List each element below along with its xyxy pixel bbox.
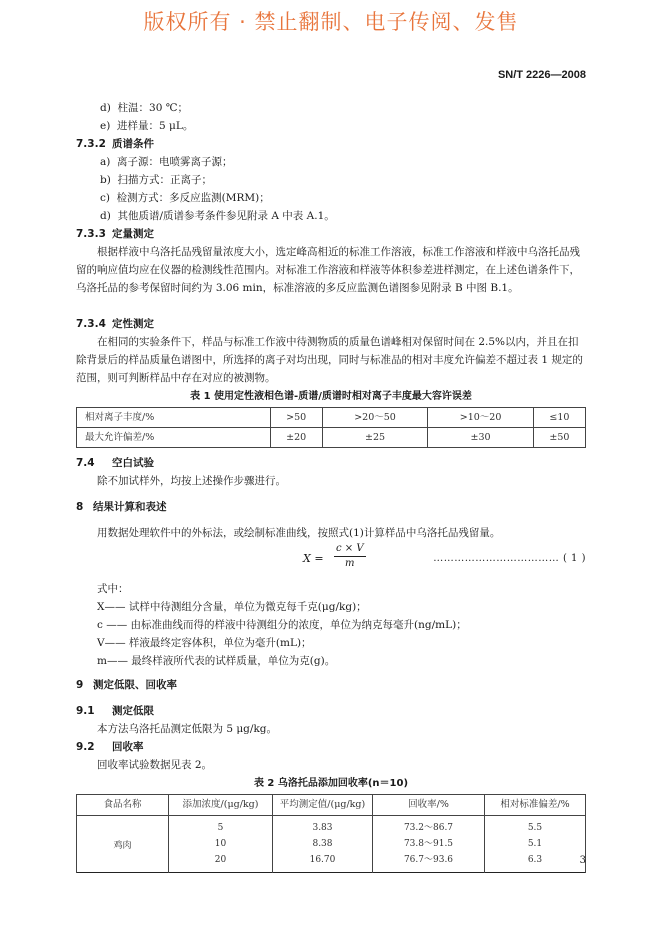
paragraph-quantitative: 根据样液中乌洛托品残留量浓度大小，选定峰高相近的标准工作溶液，标准工作溶液和样液中乌洛托品残留的响应值均应在仪器的检测线性范围内。对标准工作溶液和样液等体积参差进样测定，在上述色谱条件下，乌洛托品的参考保留时间约为 3.06 min，标准溶液的多反应监测色谱图参见附录 B 中图 B.1。 [76,246,580,294]
variable-definition: c —— 由标准曲线而得的样液中待测组分的浓度，单位为纳克每毫升(ng/mL)； [97,619,467,631]
standard-number: SN/T 2226—2008 [497,69,586,81]
section-heading-7-4: 7.4 空白试验 [76,457,154,469]
table-cell: ±25 [322,428,428,448]
section-heading-9-2: 9.2 回收率 [76,741,144,753]
table-cell: 76.7～93.6 [373,852,485,873]
formula-1 [76,542,586,576]
paragraph-blank-test: 除不加试样外，均按上述操作步骤进行。 [97,475,286,487]
table-row [77,816,586,837]
paragraph-calculation: 用数据处理软件中的外标法，或绘制标准曲线，按照式(1)计算样品中乌洛托品残留量。 [97,527,501,539]
table-cell-food: 鸡肉 [77,816,169,873]
variable-definition: m—— 最终样液所代表的试样质量，单位为克(g)。 [97,655,336,667]
document-body [76,99,586,873]
section-heading-7-3-3: 7.3.3 定量测定 [76,228,154,240]
table-header-row [77,795,586,816]
table-row [77,428,586,448]
table-header-cell: 回收率/% [373,795,485,816]
table-cell: 5.1 [485,836,586,852]
table-cell: 10 [169,836,273,852]
table-cell: 最大允许偏差/% [77,428,271,448]
table-cell: ≤10 [533,408,585,428]
table-cell: 16.70 [273,852,373,873]
formula-denominator: m [345,558,355,569]
table-cell: 5 [169,816,273,837]
table-cell: 5.5 [485,816,586,837]
table-cell: 8.38 [273,836,373,852]
section-heading-7-3-4: 7.3.4 定性测定 [76,318,154,330]
table-cell: 相对离子丰度/% [77,408,271,428]
page-number: 3 [579,855,586,866]
table-cell: >50 [270,408,322,428]
table-cell: ±20 [270,428,322,448]
list-item: b) 扫描方式：正离子； [100,174,213,186]
list-item: d) 柱温：30 ℃； [100,102,188,114]
list-item: c) 检测方式：多反应监测(MRM)； [100,192,270,204]
table-header-cell: 添加浓度/(μg/kg) [169,795,273,816]
table-header-cell: 相对标准偏差/% [485,795,586,816]
table-header-cell: 食品名称 [77,795,169,816]
table-cell: 6.3 [485,852,586,873]
list-item: a) 离子源：电喷雾离子源； [100,156,233,168]
table-cell: ±30 [428,428,534,448]
table-cell: 20 [169,852,273,873]
section-heading-8: 8 结果计算和表述 [76,501,167,513]
variable-definition: X—— 试样中待测组分含量，单位为微克每千克(μg/kg)； [97,601,367,613]
paragraph-qualitative: 在相同的实验条件下，样品与标准工作液中待测物质的质量色谱峰相对保留时间在 2.5%以内，并且在扣除背景后的样品质量色谱图中，所选择的离子对均出现，同时与标准品的相对丰度允许偏差不超过表 1 规定的范围，则可判断样品中存在对应的被测物。 [76,336,583,384]
formula-numerator: c × V [334,542,366,557]
table-row [77,408,586,428]
paragraph-detection-limit: 本方法乌洛托品测定低限为 5 μg/kg。 [97,723,278,735]
table-cell: ±50 [533,428,585,448]
section-heading-7-3-2: 7.3.2 质谱条件 [76,138,154,150]
formula-number: ……………………………… ( 1 ) [433,553,586,564]
section-heading-9-1: 9.1 测定低限 [76,705,154,717]
list-item: e) 进样量：5 μL。 [100,120,194,132]
table2-caption: 表 2 乌洛托品添加回收率(n＝10) [253,778,409,789]
table-cell: >10～20 [428,408,534,428]
table-cell: 3.83 [273,816,373,837]
variable-definition: V—— 样液最终定容体积，单位为毫升(mL)； [97,637,312,649]
paragraph-recovery: 回收率试验数据见表 2。 [97,759,213,771]
formula-lhs: X = [303,552,324,565]
where-label: 式中： [97,583,129,595]
table-header-cell: 平均测定值/(μg/kg) [273,795,373,816]
table-cell: 73.8～91.5 [373,836,485,852]
list-item: d) 其他质谱/质谱参考条件参见附录 A 中表 A.1。 [100,210,335,222]
table1-caption: 表 1 使用定性液相色谱-质谱/质谱时相对离子丰度最大容许误差 [190,391,472,402]
table2 [76,794,586,873]
table-cell: >20～50 [322,408,428,428]
copyright-watermark: 版权所有 · 禁止翻制、电子传阅、发售 [143,10,519,34]
formula-fraction [334,542,366,571]
section-heading-9: 9 测定低限、回收率 [76,679,177,691]
table-cell: 73.2～86.7 [373,816,485,837]
table1 [76,407,586,448]
